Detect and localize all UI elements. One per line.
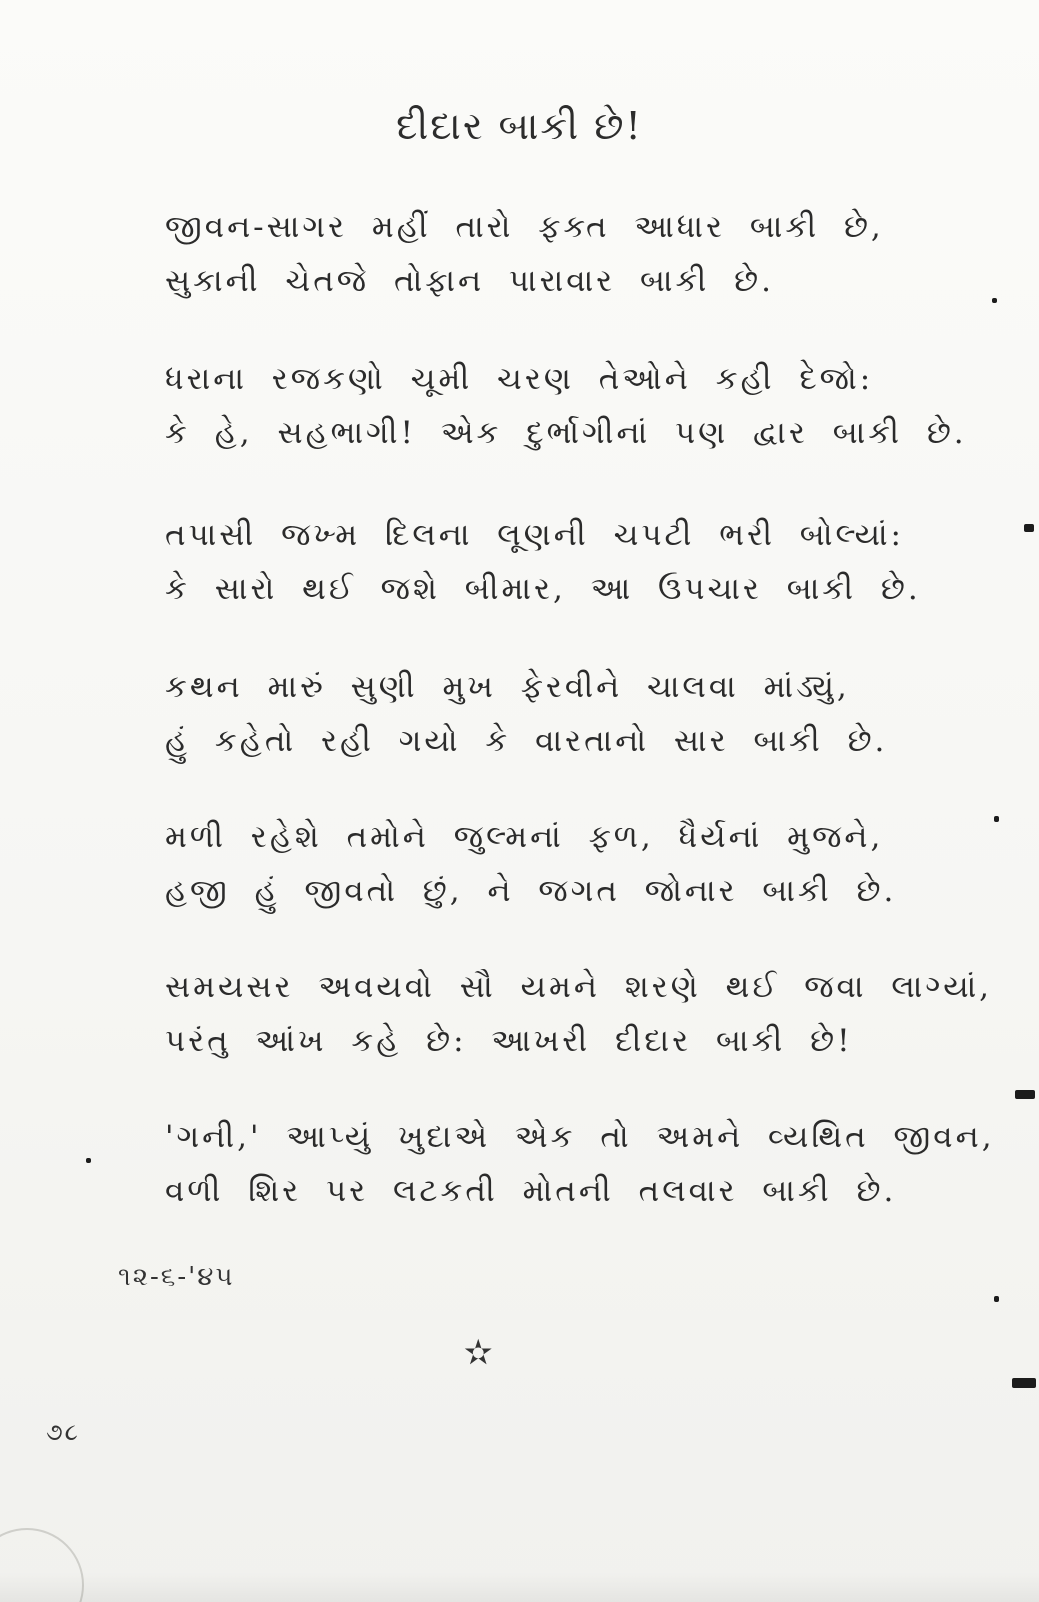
verse-line: હું કહેતો રહી ગયો કે વારતાનો સાર બાકી છે.	[165, 723, 888, 759]
stanza-7	[165, 1110, 995, 1218]
verse-line: હજી હું જીવતો છું, ને જગત જોનાર બાકી છે.	[165, 873, 897, 909]
verse-line: કથન મારું સુણી મુખ ફેરવીને ચાલવા માંડ્યું,	[165, 669, 850, 705]
verse-line: સુકાની ચેતજે તોફાન પારાવાર બાકી છે.	[165, 263, 774, 299]
scan-speck	[86, 1158, 91, 1163]
verse-line: તપાસી જખ્મ દિલના લૂણની ચપટી ભરી બોલ્યાં:	[165, 517, 904, 553]
star-ornament-icon: ✫	[464, 1333, 493, 1373]
verse-line: મળી રહેશે તમોને જુલ્મનાં ફળ, ધૈર્યનાં મુજને,	[165, 819, 884, 855]
page-number: ૭૮	[46, 1418, 80, 1446]
poem-date: ૧૨-૬-'૪૫	[118, 1262, 235, 1292]
scan-speck	[992, 298, 997, 303]
stanza-5	[165, 810, 897, 918]
scan-speck	[994, 1296, 999, 1302]
verse-line: 'ગની,' આપ્યું ખુદાએ એક તો અમને વ્યથિત જીવન,	[165, 1119, 995, 1155]
stanza-2	[165, 352, 967, 460]
verse-line: સમયસર અવયવો સૌ યમને શરણે થઈ જવા લાગ્યાં,	[165, 969, 993, 1005]
scan-speck	[1012, 1378, 1036, 1388]
stanza-6	[165, 960, 993, 1068]
poem-title: દીદાર બાકી છે!	[396, 104, 643, 148]
verse-line: કે હે, સહભાગી! એક દુર્ભાગીનાં પણ દ્વાર બાકી છે.	[165, 415, 967, 451]
stanza-1	[165, 200, 884, 308]
stanza-3	[165, 508, 921, 616]
verse-line: જીવન-સાગર મહીં તારો ફક્ત આધાર બાકી છે,	[165, 209, 884, 245]
stanza-4	[165, 660, 888, 768]
scan-speck	[1015, 1090, 1035, 1099]
verse-line: ધરાના રજકણો ચૂમી ચરણ તેઓને કહી દેજો:	[165, 361, 874, 397]
scan-speck	[1024, 524, 1034, 532]
verse-line: પરંતુ આંખ કહે છે: આખરી દીદાર બાકી છે!	[165, 1023, 853, 1059]
scan-speck	[994, 816, 999, 822]
verse-line: વળી શિર પર લટકતી મોતની તલવાર બાકી છે.	[165, 1173, 897, 1209]
page-bottom-shadow	[0, 1572, 1039, 1602]
verse-line: કે સારો થઈ જશે બીમાર, આ ઉપચાર બાકી છે.	[165, 571, 921, 607]
